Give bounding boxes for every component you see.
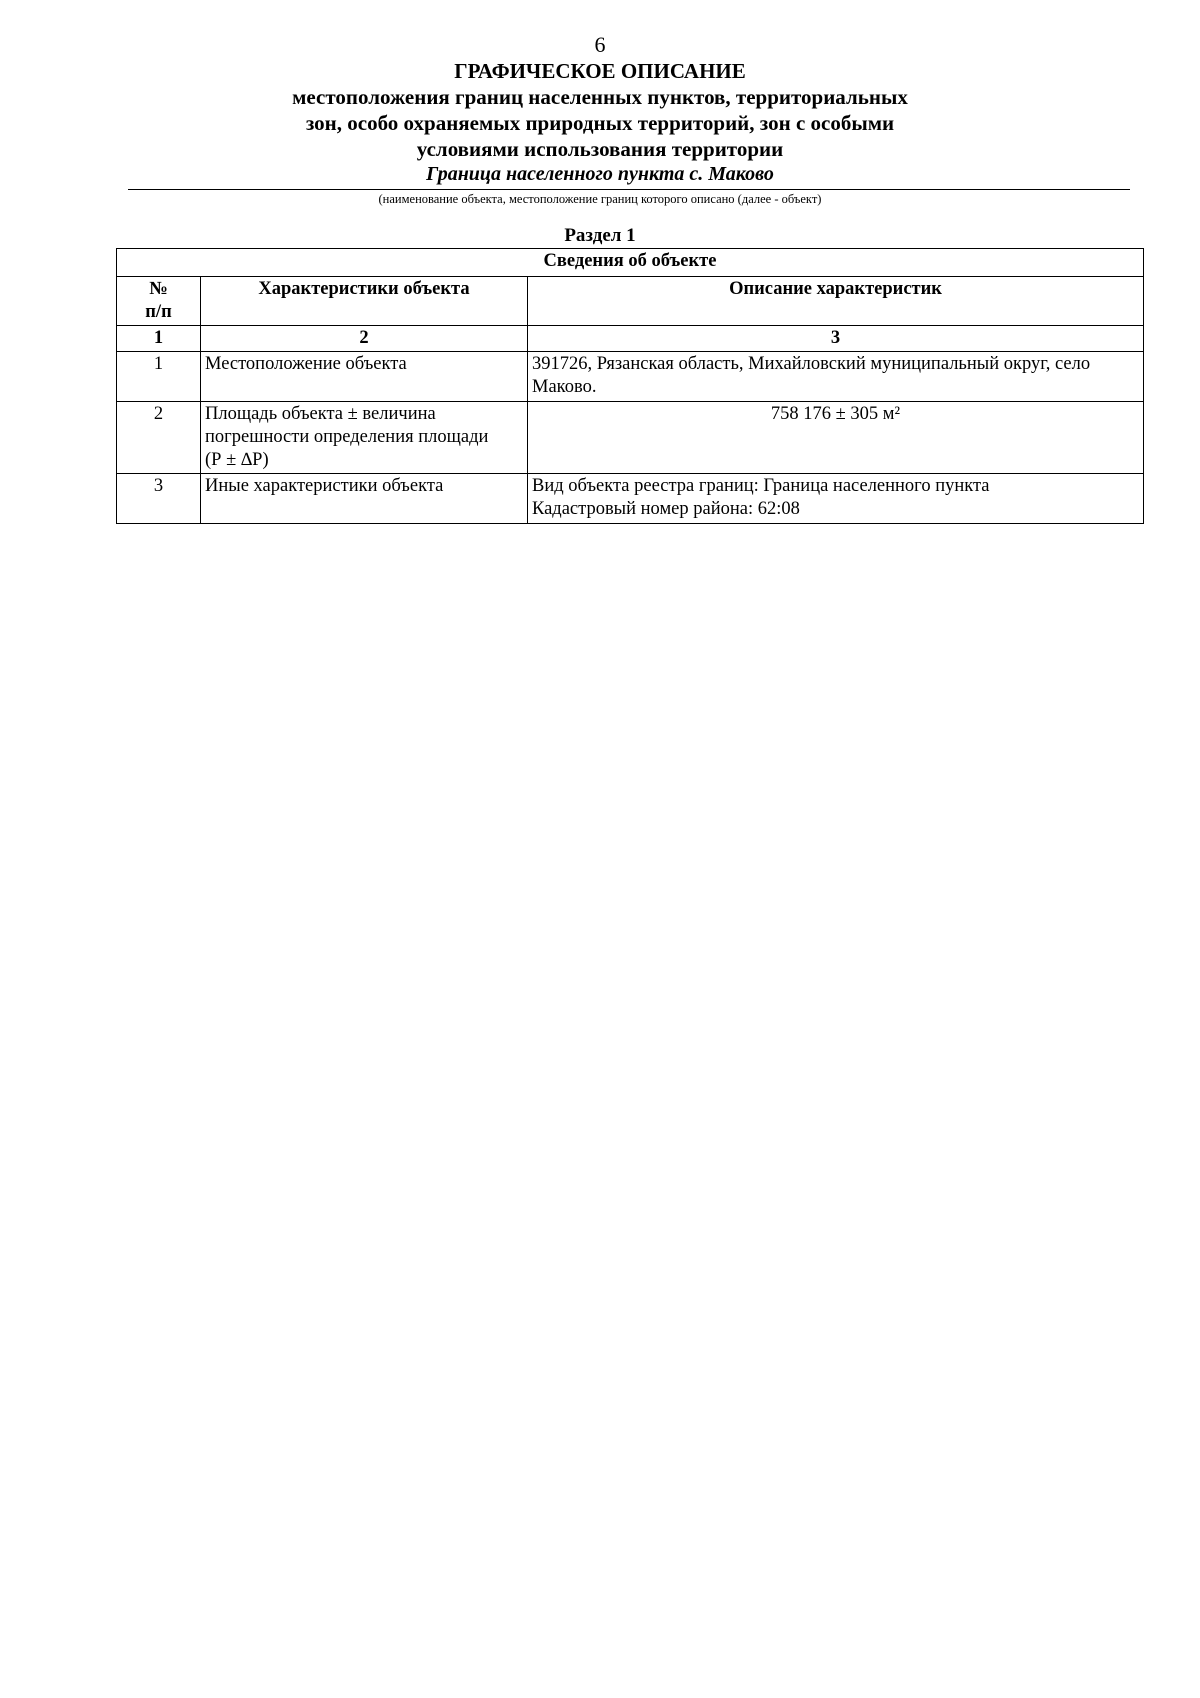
row-description [528, 474, 1144, 524]
row-number: 2 [117, 402, 201, 474]
header-description: Описание характеристик [528, 277, 1144, 326]
title-line: зон, особо охраняемых природных территорий, зон с особыми [305, 111, 895, 135]
row-characteristic: Иные характеристики объекта [201, 474, 528, 524]
characteristic-line: Площадь объекта ± величина [205, 404, 436, 424]
characteristic-line: погрешности определения площади [205, 427, 489, 447]
description-line: Кадастровый номер района: 62:08 [532, 499, 800, 519]
object-name-underline [128, 189, 1130, 190]
title-heading: ГРАФИЧЕСКОЕ ОПИСАНИЕ [454, 59, 746, 83]
table-row [117, 474, 1144, 524]
row-description: 391726, Рязанская область, Михайловский муниципальный округ, село Маково. [528, 352, 1144, 402]
table-caption: Сведения об объекте [117, 249, 1144, 277]
object-name-caption: (наименование объекта, местоположение границ которого описано (далее - объект) [378, 192, 822, 206]
title-line: местоположения границ населенных пунктов, территориальных [292, 85, 908, 109]
header-number-line: п/п [145, 302, 172, 322]
column-index: 2 [201, 326, 528, 352]
description-line: Вид объекта реестра границ: Граница населенного пункта [532, 476, 990, 496]
title-line: условиями использования территории [416, 137, 784, 161]
column-index: 1 [117, 326, 201, 352]
object-name: Граница населенного пункта с. Маково [426, 163, 774, 185]
table-row [117, 352, 1144, 402]
document-title [0, 58, 1200, 162]
table-row [117, 402, 1144, 474]
header-number-line: № [149, 279, 168, 299]
section-title: Раздел 1 [564, 225, 636, 246]
table-caption-row [117, 249, 1144, 277]
row-characteristic: Местоположение объекта [201, 352, 528, 402]
column-index: 3 [528, 326, 1144, 352]
page-number: 6 [594, 32, 606, 57]
table-header-row [117, 277, 1144, 326]
header-number [117, 277, 201, 326]
row-number: 3 [117, 474, 201, 524]
characteristic-line: (Р ± ∆Р) [205, 450, 269, 470]
row-characteristic [201, 402, 528, 474]
object-info-table [116, 248, 1144, 524]
header-characteristics: Характеристики объекта [201, 277, 528, 326]
table-index-row [117, 326, 1144, 352]
row-description: 758 176 ± 305 м² [528, 402, 1144, 474]
row-number: 1 [117, 352, 201, 402]
